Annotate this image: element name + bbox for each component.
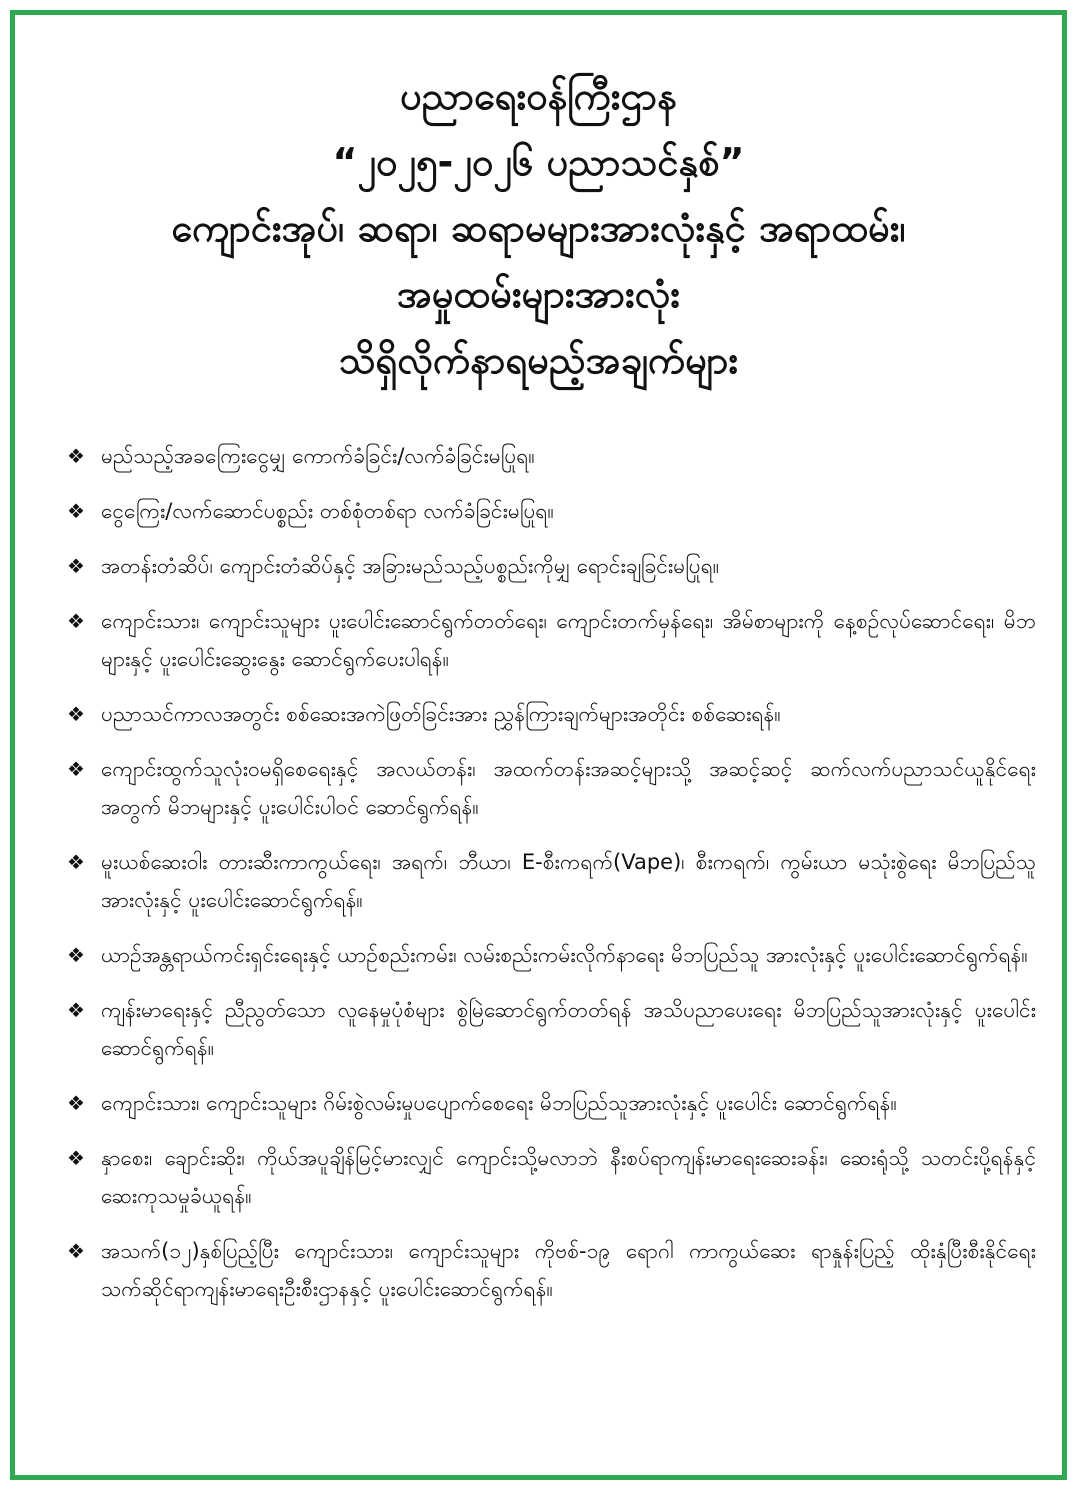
list-item	[59, 843, 1036, 919]
list-item-text: နှာစေး၊ ချောင်းဆိုး၊ ကိုယ်အပူချိန်မြင့်မားလျှင် ကျောင်းသို့မလာဘဲ နီးစပ်ရာကျန်းမာရေးဆေးခန်း၊ ဆေးရုံသို့ သတင်းပို့ရန်နှင့် ဆေးကုသမှုခံယူရန်။	[101, 1146, 1036, 1208]
diamond-bullet-icon: ❖	[67, 943, 85, 967]
list-item	[59, 695, 1036, 733]
diamond-bullet-icon: ❖	[67, 998, 85, 1022]
diamond-bullet-icon: ❖	[67, 499, 85, 523]
list-item	[59, 991, 1036, 1067]
audience-title-line-1: ကျောင်းအုပ်၊ ဆရာ၊ ဆရာမများအားလုံးနှင့် အရာထမ်း၊	[171, 206, 906, 250]
list-item-text: ကျောင်းထွက်သူလုံးဝမရှိစေရေးနှင့် အလယ်တန်း၊ အထက်တန်းအဆင့်များသို့ အဆင့်ဆင့် ဆက်လက်ပညာသင်ယူနိုင်ရေးအတွက် မိဘများနှင့် ပူးပေါင်းပါဝင် ဆောင်ရွက်ရန်။	[101, 757, 1036, 819]
diamond-bullet-icon: ❖	[67, 1091, 85, 1115]
diamond-bullet-icon: ❖	[67, 609, 85, 633]
list-item-text: မူးယစ်ဆေးဝါး တားဆီးကာကွယ်ရေး၊ အရက်၊ ဘီယာ၊ E-စီးကရက်(Vape)၊ စီးကရက်၊ ကွမ်းယာ မသုံးစွဲရေး မိဘပြည်သူအားလုံးနှင့် ပူးပေါင်းဆောင်ရွက်ရန်။	[101, 850, 1036, 912]
diamond-bullet-icon: ❖	[67, 444, 85, 468]
notice-header	[15, 63, 1062, 393]
list-item	[59, 1084, 1036, 1122]
list-item	[59, 547, 1036, 585]
list-item	[59, 936, 1036, 974]
list-item	[59, 437, 1036, 475]
diamond-bullet-icon: ❖	[67, 1239, 85, 1263]
notice-frame	[10, 10, 1067, 1480]
list-item-text: ယာဉ်အန္တရာယ်ကင်းရှင်းရေးနှင့် ယာဉ်စည်းကမ်း၊ လမ်းစည်းကမ်းလိုက်နာရေး မိဘပြည်သူ အားလုံးနှင့် ပူးပေါင်းဆောင်ရွက်ရန်။	[101, 943, 1028, 967]
list-item-text: ကျောင်းသား၊ ကျောင်းသူများ ပူးပေါင်းဆောင်ရွက်တတ်ရေး၊ ကျောင်းတက်မှန်ရေး၊ အိမ်စာများကို နေ့စဉ်လုပ်ဆောင်ရေး၊ မိဘများနှင့် ပူးပေါင်းဆွေးနွေး ဆောင်ရွက်ပေးပါရန်။	[101, 609, 1036, 671]
diamond-bullet-icon: ❖	[67, 1146, 85, 1170]
list-item	[59, 492, 1036, 530]
list-item	[59, 602, 1036, 678]
list-item-text: ကျန်းမာရေးနှင့် ညီညွတ်သော လူနေမှုပုံစံများ စွဲမြဲဆောင်ရွက်တတ်ရန် အသိပညာပေးရေး မိဘပြည်သူအားလုံးနှင့် ပူးပေါင်းဆောင်ရွက်ရန်။	[101, 998, 1036, 1060]
list-item-text: ပညာသင်ကာလအတွင်း စစ်ဆေးအကဲဖြတ်ခြင်းအား ညွှန်ကြားချက်များအတိုင်း စစ်ဆေးရန်။	[101, 702, 781, 726]
list-item-text: ငွေကြေး/လက်ဆောင်ပစ္စည်း တစ်စုံတစ်ရာ လက်ခံခြင်းမပြုရ။	[101, 499, 554, 523]
diamond-bullet-icon: ❖	[67, 850, 85, 874]
list-item-text: အသက်(၁၂)နှစ်ပြည့်ပြီး ကျောင်းသား၊ ကျောင်းသူများ ကိုဗစ်-၁၉ ရောဂါ ကာကွယ်ဆေး ရာနှုန်းပြည့် ထိုးနှံပြီးစီးနိုင်ရေး သက်ဆိုင်ရာကျန်းမာရေးဦးစီးဌာနနှင့် ပူးပေါင်းဆောင်ရွက်ရန်။	[101, 1239, 1036, 1301]
list-item	[59, 750, 1036, 826]
notice-subject-title: သိရှိလိုက်နာရမည့်အချက်များ	[338, 338, 739, 382]
academic-year-title: “၂၀၂၅-၂၀၂၆ ပညာသင်နှစ်”	[332, 140, 745, 184]
list-item-text: အတန်းတံဆိပ်၊ ကျောင်းတံဆိပ်နှင့် အခြားမည်သည့်ပစ္စည်းကိုမျှ ရောင်းချခြင်းမပြုရ။	[101, 554, 720, 578]
diamond-bullet-icon: ❖	[67, 757, 85, 781]
diamond-bullet-icon: ❖	[67, 702, 85, 726]
diamond-bullet-icon: ❖	[67, 554, 85, 578]
list-item-text: မည်သည့်အခကြေးငွေမျှ ကောက်ခံခြင်း/လက်ခံခြင်းမပြုရ။	[101, 444, 535, 468]
list-item	[59, 1139, 1036, 1215]
list-item-text: ကျောင်းသား၊ ကျောင်းသူများ ဂိမ်းစွဲလမ်းမှုပပျောက်စေရေး မိဘပြည်သူအားလုံးနှင့် ပူးပေါင်း ဆောင်ရွက်ရန်။	[101, 1091, 897, 1115]
ministry-title: ပညာရေးဝန်ကြီးဌာန	[400, 74, 677, 118]
rules-list	[59, 437, 1036, 1325]
list-item	[59, 1232, 1036, 1308]
audience-title-line-2: အမှုထမ်းများအားလုံး	[396, 272, 681, 316]
